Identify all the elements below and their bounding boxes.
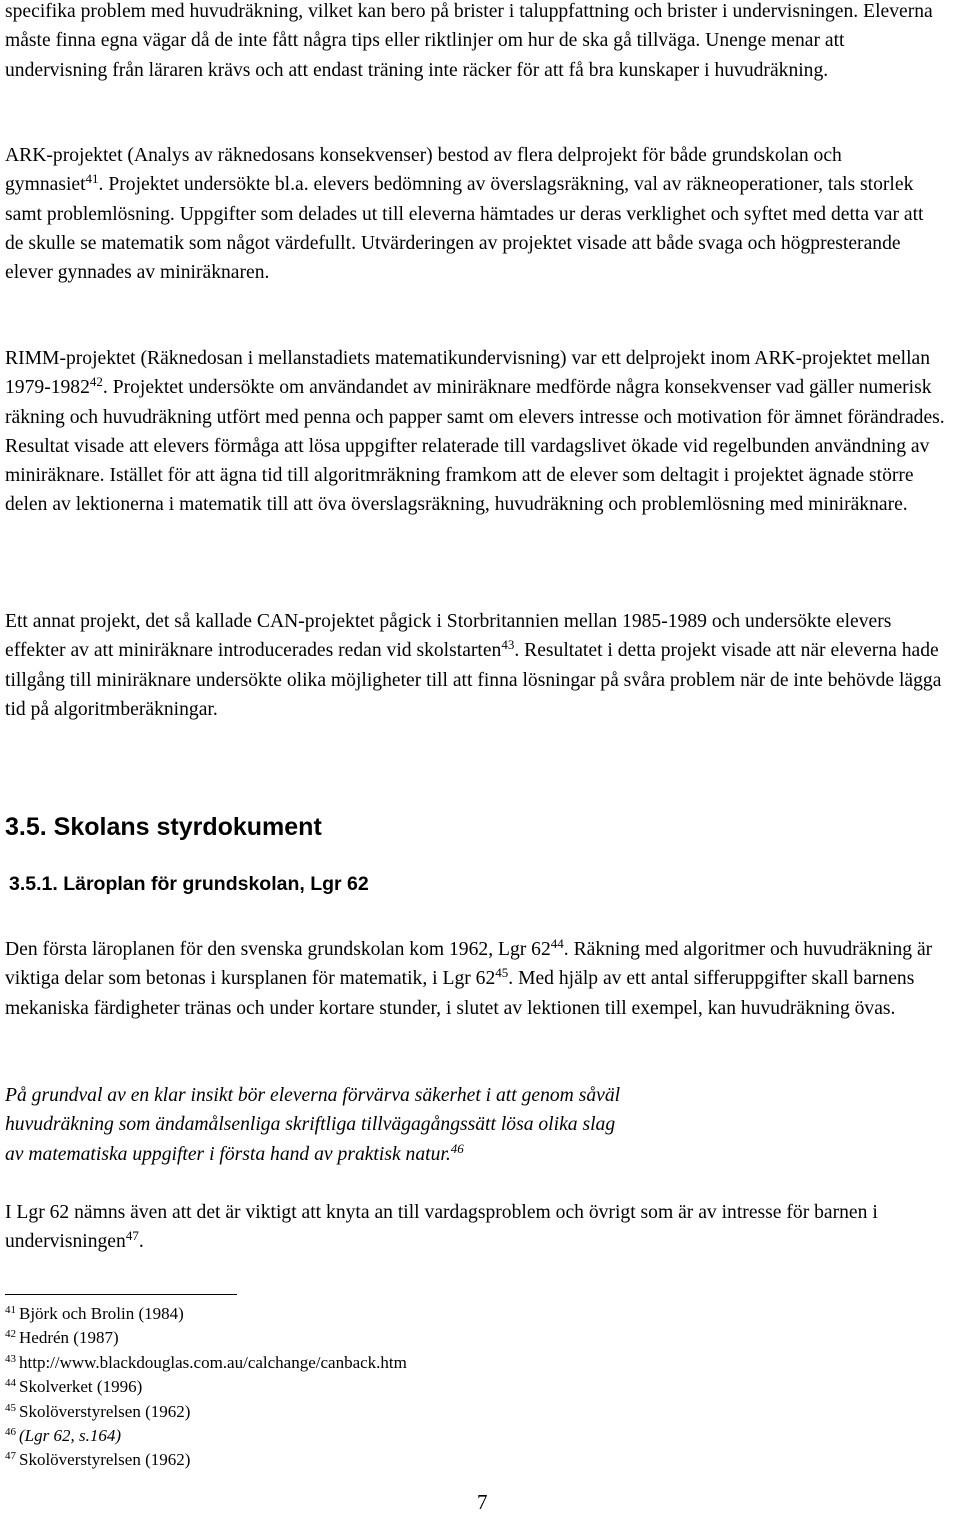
subsection-heading: 3.5.1. Läroplan för grundskolan, Lgr 62 xyxy=(9,873,369,895)
footnote: $^{46}$ (Lgr 62, s.164) xyxy=(5,1426,122,1446)
footnote-ref[interactable]: 47 xyxy=(125,1228,139,1244)
paragraph-lgr62: Den första läroplanen för den svenska grundskolan kom 1962, Lgr $62^{44}$. Räkning med algoritmer och huvudräkning är viktiga delar som betonas i kursplanen för matematik, i Lgr $62^{45}$. Med hjälp av ett antal sifferuppgifter skall barnens mekaniska färdigheter tränas och under kortare stunder, i slutet av lektionen till exempel, kan huvudräkning övas. xyxy=(5,936,933,1019)
page-number: 7 xyxy=(477,1490,488,1514)
footnote-ref[interactable]: 43 xyxy=(501,637,515,653)
quote-line: av matematiska uppgifter i första hand av praktisk natur.$^{46}$ xyxy=(5,1140,464,1165)
footnote-ref[interactable]: 44 xyxy=(550,936,564,951)
footnote: $^{45}$ Skolöverstyrelsen (1962) xyxy=(5,1401,191,1421)
footnote-ref[interactable]: 46 xyxy=(450,1140,464,1156)
paragraph-intro: specifika problem med huvudräkning, vilket kan bero på brister i taluppfattning och brister i undervisningen. Eleverna måste finna egna vägar då de inte fått några tips eller riktlinjer om hur de ska gå tillväga. Unenge menar att undervisning från läraren krävs och att endast träning inte räcker för att få bra kunskaper i huvudräkning. xyxy=(5,1,933,81)
paragraph-can: Ett annat projekt, det så kallade CAN-projektet pågick i Storbritannien mellan 1985-1989 och undersökte elevers effekter av att miniräknare introducerades redan vid skolstarten$^{43}$. Resultatet i detta projekt visade att när eleverna hade tillgång till miniräknare undersökte olika möjligheter till att finna lösningar på svåra problem när de inte behövde lägga tid på algoritmberäkningar. xyxy=(5,611,942,720)
paragraph-rimm: RIMM-projektet (Räknedosan i mellanstadiets matematikundervisning) var ett delprojekt inom ARK-projektet mellan 1979-1982$^{42}$. Projektet undersökte om användandet av miniräknare medförde några konsekvenser vad gäller numerisk räkning och huvudräkning utfört med penna och papper samt om elevers intresse och motivation för ämnet förändrades. Resultat visade att elevers förmåga att lösa uppgifter relaterade till vardagslivet ökade vid regelbunden användning av miniräknare. Istället för att ägna tid till algoritmräkning framkom att de elever som deltagit i projektet ägnade större delen av lektionerna i matematik till att öva överslagsräkning, huvudräkning och problemlösning med miniräknare. xyxy=(5,348,945,516)
footnote-ref[interactable]: 42 xyxy=(89,374,103,390)
footnote-divider xyxy=(5,1294,237,1295)
footnote-ref[interactable]: 45 xyxy=(495,965,509,981)
footnote: $^{42}$ Hedrén (1987) xyxy=(5,1328,119,1348)
paragraph-ark: ARK-projektet (Analys av räknedosans konsekvenser) bestod av flera delprojekt för både grundskolan och gymnasiet$^{41}$. Projektet undersökte bl.a. elevers bedömning av överslagsräkning, val av räkneoperationer, tals storlek samt problemlösning. Uppgifter som delades ut till eleverna hämtades ur deras verklighet och syftet med detta var att de skulle se matematik som något värdefullt. Utvärderingen av projektet visade att både svaga och högpresterande elever gynnades av miniräknaren. xyxy=(5,145,924,284)
quote-line: huvudräkning som ändamålsenliga skriftliga tillvägagångssätt lösa olika slag xyxy=(5,1114,616,1136)
block-quote xyxy=(5,1081,945,1169)
footnote-ref[interactable]: 41 xyxy=(85,171,99,187)
footnote: $^{41}$ Björk och Brolin (1984) xyxy=(5,1304,184,1323)
paragraph-vardag: I Lgr 62 nämns även att det är viktigt att knyta an till vardagsproblem och övrigt som är av intresse för barnen i undervisningen$^{47}$. xyxy=(5,1202,878,1253)
footnote: $^{43}$ http://www.blackdouglas.com.au/calchange/canback.htm xyxy=(5,1352,407,1372)
footnote: $^{44}$ Skolverket (1996) xyxy=(5,1377,143,1397)
footnote: $^{47}$ Skolöverstyrelsen (1962) xyxy=(5,1450,191,1470)
quote-line: På grundval av en klar insikt bör eleverna förvärva säkerhet i att genom såväl xyxy=(5,1085,621,1106)
section-heading: 3.5. Skolans styrdokument xyxy=(5,813,322,841)
footnote-link[interactable]: http://www.blackdouglas.com.au/calchange/canback.htm xyxy=(19,1352,407,1372)
footnotes xyxy=(5,1302,407,1473)
